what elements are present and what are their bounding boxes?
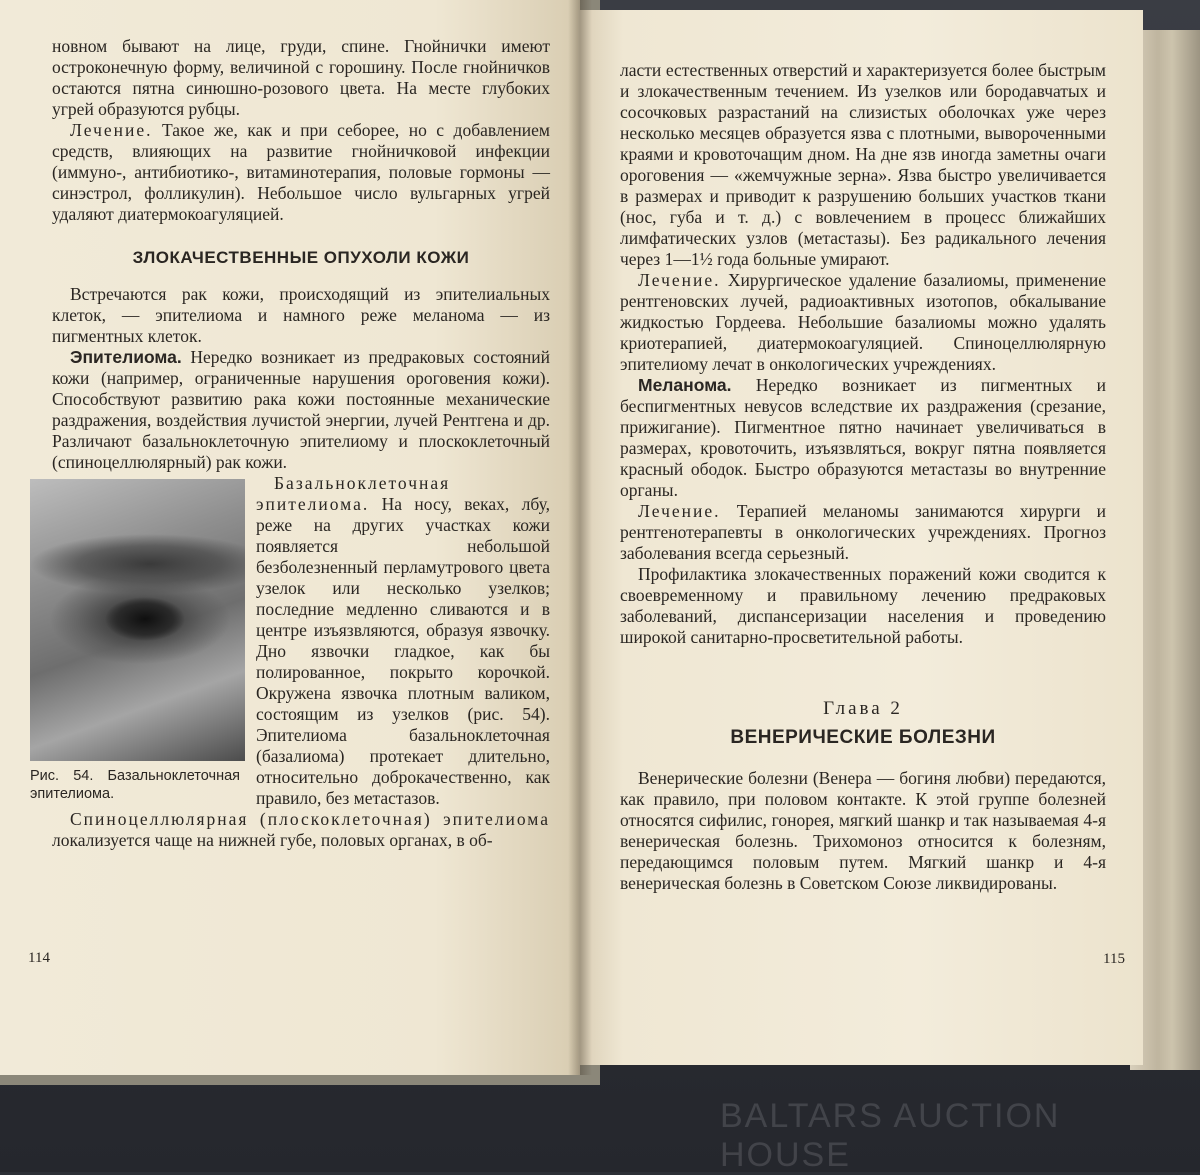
basal-label: Базальноклеточная эпителиома. xyxy=(256,473,451,514)
figure-54 xyxy=(30,479,240,803)
section-intro: Встречаются рак кожи, происходящий из эпителиальных клеток, — эпителиома и намного реже меланома — из пигментных клеток. xyxy=(52,284,550,346)
basal-text: На носу, веках, лбу, реже на других участках кожи появляется небольшой безболезненный перламутрового цвета узелок или несколько узелков; последние медленно сливаются и в центре изъязвляются, образуя язвочку. Дно язвочки гладкое, как бы полированное, покрыто корочкой. Окружена язвочка плотным валиком, состоящим из узелков (рис. 54). Эпителиома базальноклеточная (базалиома) протекает длительно, относительно доброкачественно, как правило, без метастазов. xyxy=(256,494,550,808)
epithelioma-paragraph xyxy=(52,347,550,473)
spino-paragraph xyxy=(52,809,550,851)
melanoma-treatment-label: Лечение. xyxy=(638,501,721,521)
spino-label: Спиноцеллюлярная (плоскоклеточная) эпителиома xyxy=(70,809,550,829)
epithelioma-term: Эпителиома. xyxy=(70,347,182,367)
melanoma-paragraph xyxy=(620,375,1106,501)
treatment-label-right: Лечение. xyxy=(638,270,721,290)
left-page-text xyxy=(30,36,551,851)
right-page xyxy=(578,10,1143,1065)
page-number-right: 115 xyxy=(1103,951,1125,967)
prevention-paragraph: Профилактика злокачественных поражений кожи сводится к своевременному и правильному лечению предраковых заболеваний, диспансеризации населения и проведению широкой санитарно-просветительной работы. xyxy=(620,564,1106,647)
epithelioma-text: Нередко возникает из предраковых состояний кожи (например, ограниченные нарушения ороговения кожи). Способствуют развитию рака кожи постоянные механические раздражения, воздействия лучистой энергии, лучей Рентгена и др. Различают базальноклеточную эпителиому и плоскоклеточный (спиноцеллюлярный) рак кожи. xyxy=(52,347,551,472)
continued-paragraph: ласти естественных отверстий и характеризуется более быстрым и злокачественным течением. Из узелков или бородавчатых и сосочковых разрастаний на слизистых оболочках уже через несколько месяцев образуется язва с плотными, вывороченными краями и кровоточащим дном. На дне язв иногда заметны очаги ороговения — «жемчужные зерна». Язва быстро увеличивается в размерах и приводит к разрушению больших участков ткани (нос, губа и т. д.) с вовлечением в процесс ближайших лимфатических узлов (метастазы). Без радикального лечения через 1—1½ года больные умирают. xyxy=(620,60,1106,269)
treatment-label: Лечение. xyxy=(70,120,153,140)
book-gutter xyxy=(568,0,592,1075)
treatment-text: Такое же, как и при себорее, но с добавлением средств, влияющих на развитие гнойничковой инфекции (иммуно-, антибиотико-, витаминотерапия, половые гормоны — синэстрол, фолликулин). Небольшое число вульгарных угрей удаляют диатермокоагуляцией. xyxy=(52,120,550,224)
melanoma-term: Меланома. xyxy=(638,375,732,395)
page-number-left: 114 xyxy=(28,950,50,966)
chapter-label: Глава 2 xyxy=(823,698,903,719)
venereal-paragraph: Венерические болезни (Венера — богиня любви) передаются, как правило, при половом контакте. К этой группе болезней относятся сифилис, гонорея, мягкий шанкр и так называемая 4-я венерическая болезнь. Трихомоноз относится к болезням, передающимся половым путем. Мягкий шанкр и 4-я венерическая болезнь в Советском Союзе ликвидированы. xyxy=(620,768,1106,893)
watermark: BALTARS AUCTION HOUSE xyxy=(720,1097,1061,1174)
eye-photo-image xyxy=(30,479,245,761)
melanoma-treatment-paragraph xyxy=(620,501,1106,564)
spino-text: локализуется чаще на нижней губе, половых органах, в об- xyxy=(52,830,493,850)
treatment-text-right: Хирургическое удаление базалиомы, применение рентгеновских лучей, радиоактивных изотопов, обкалывание жидкостью Гордеева. Небольшие базалиомы можно удалять криотерапией, диатермокоагуляцией. Спиноцеллюлярную эпителиому лечат в онкологических учреждениях. xyxy=(620,270,1106,374)
right-page-text xyxy=(620,60,1106,894)
figure-caption: Рис. 54. Базальноклеточная эпителиома. xyxy=(30,768,240,802)
intro-paragraph: новном бывают на лице, груди, спине. Гнойнички имеют остроконечную форму, величиной с горошину. После гнойничков остаются пятна синюшно-розового цвета. На месте глубоких угрей образуются рубцы. xyxy=(52,36,550,119)
chapter-title: ВЕНЕРИЧЕСКИЕ БОЛЕЗНИ xyxy=(730,727,996,748)
melanoma-text: Нередко возникает из пигментных и беспигментных невусов вследствие их раздражения (срезание, прижигание). Пигментное пятно начинает увеличиваться в размерах, кровоточить, изъязвляться, вокруг пятна появляется красный ободок. Быстро образуются метастазы во внутренние органы. xyxy=(620,375,1107,500)
left-page xyxy=(0,0,580,1075)
treatment-paragraph xyxy=(52,120,550,225)
section-heading: ЗЛОКАЧЕСТВЕННЫЕ ОПУХОЛИ КОЖИ xyxy=(132,248,470,267)
treatment-paragraph-right xyxy=(620,270,1106,375)
melanoma-treatment-text: Терапией меланомы занимаются хирурги и рентгенотерапевты в онкологических учреждениях. Прогноз заболевания всегда серьезный. xyxy=(620,501,1107,563)
